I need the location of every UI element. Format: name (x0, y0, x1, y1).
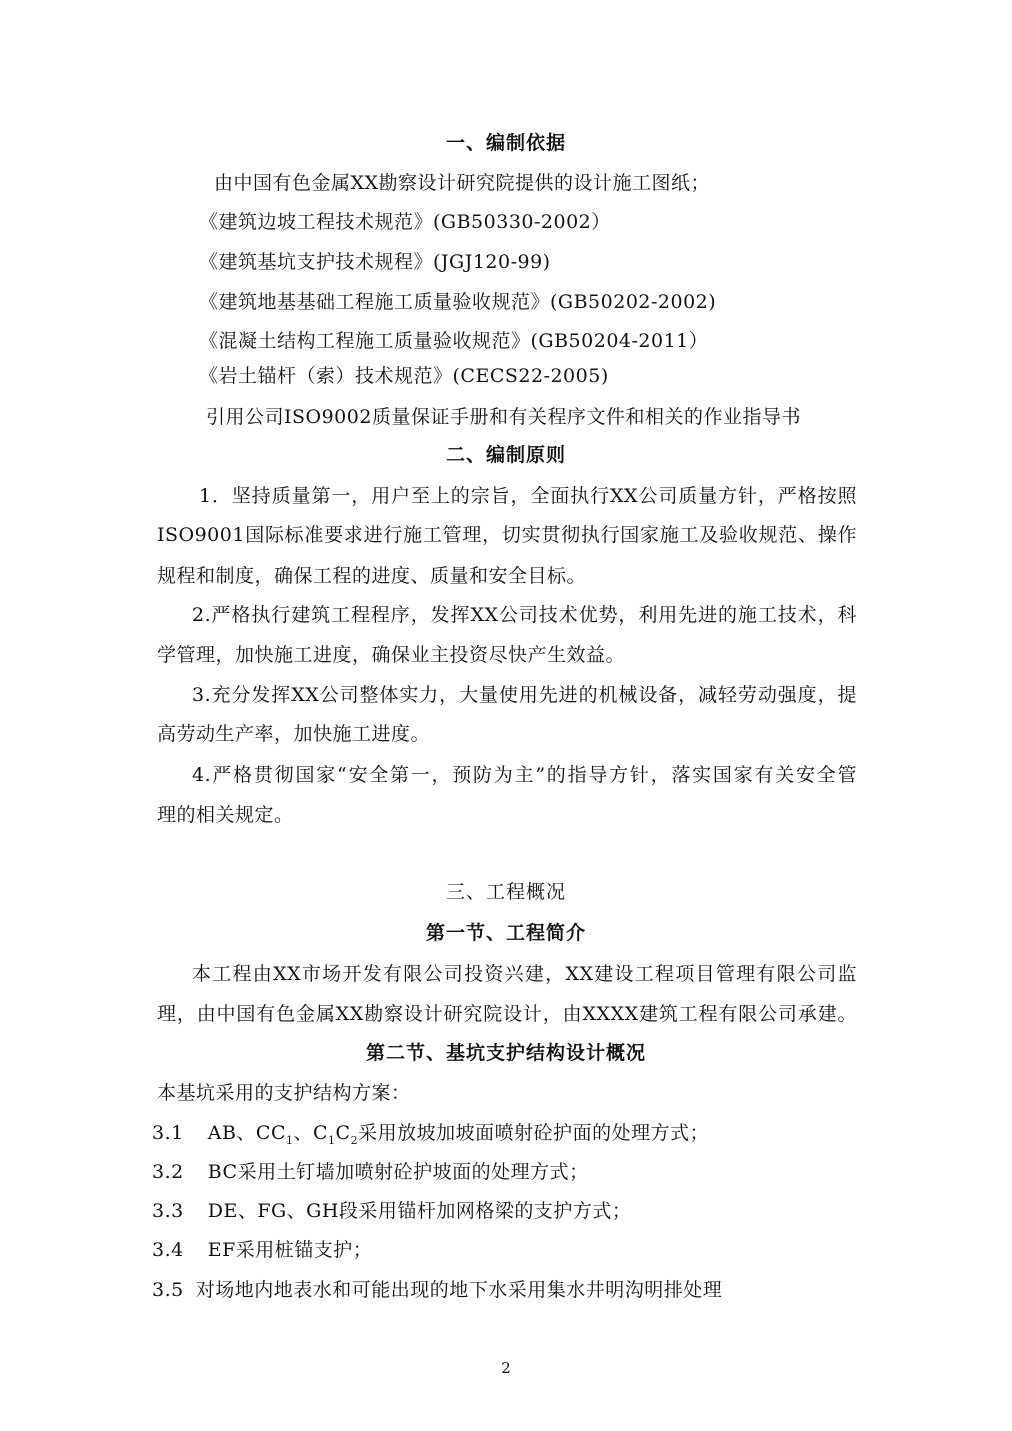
support-item-text: C (335, 1122, 351, 1144)
support-item (152, 1160, 589, 1184)
support-item (152, 1278, 722, 1302)
support-item-number: 3.2 (152, 1161, 184, 1183)
support-item-text: EF采用桩锚支护； (207, 1239, 373, 1261)
basis-item: 由中国有色金属XX勘察设计研究院提供的设计施工图纸； (214, 172, 711, 194)
support-item-text: 对场地内地表水和可能出现的地下水采用集水井明沟明排处理 (195, 1279, 723, 1301)
subscript: 1 (328, 1133, 336, 1147)
support-intro: 本基坑采用的支护结构方案： (157, 1082, 411, 1104)
support-item (152, 1121, 709, 1153)
principle-3-line: 3.充分发挥XX公司整体实力，大量使用先进的机械设备，减轻劳动强度，提 (192, 684, 857, 706)
overview-intro-line: 本工程由XX市场开发有限公司投资兴建，XX建设工程项目管理有限公司监 (192, 963, 857, 985)
subscript: 2 (350, 1133, 359, 1147)
basis-item: 引用公司ISO9002质量保证手册和有关程序文件和相关的作业指导书 (206, 406, 801, 428)
support-item-number: 3.3 (152, 1200, 184, 1222)
section-heading-basis: 一、编制依据 (445, 132, 566, 154)
support-item-number: 3.1 (152, 1122, 184, 1144)
support-item-text: DE、FG、GH段采用锚杆加网格梁的支护方式； (207, 1200, 632, 1222)
principle-3-line: 高劳动生产率，加快施工进度。 (157, 723, 431, 745)
support-item-text: 、C (293, 1122, 329, 1144)
subsection-heading-support: 第二节、基坑支护结构设计概况 (365, 1042, 646, 1064)
support-item (152, 1199, 631, 1223)
basis-item: 《混凝土结构工程施工质量验收规范》(GB50204-2011） (199, 330, 709, 352)
support-item-text: AB、CC (207, 1122, 286, 1144)
support-item-number: 3.4 (152, 1239, 184, 1261)
overview-intro-line: 理，由中国有色金属XX勘察设计研究院设计，由XXXX建筑工程有限公司承建。 (157, 1003, 857, 1025)
basis-item: 《建筑基坑支护技术规程》(JGJ120-99) (199, 251, 551, 273)
subscript: 1 (285, 1133, 294, 1147)
principle-1-line: 1．坚持质量第一，用户至上的宗旨，全面执行XX公司质量方针，严格按照 (199, 485, 857, 507)
principle-1-line: ISO9001国际标准要求进行施工管理，切实贯彻执行国家施工及验收规范、操作 (157, 524, 857, 546)
section-heading-principles: 二、编制原则 (445, 444, 566, 466)
support-item-text: 采用放坡加坡面喷射砼护面的处理方式； (358, 1122, 710, 1144)
support-item-number: 3.5 (152, 1279, 184, 1301)
principle-4-line: 理的相关规定。 (157, 804, 294, 826)
principle-2-line: 学管理，加快施工进度，确保业主投资尽快产生效益。 (157, 644, 626, 666)
principle-1-line: 规程和制度，确保工程的进度、质量和安全目标。 (157, 565, 587, 587)
section-heading-overview: 三、工程概况 (445, 881, 566, 903)
principle-4-line: 4.严格贯彻国家“安全第一，预防为主”的指导方针，落实国家有关安全管 (192, 764, 857, 786)
support-item (152, 1238, 372, 1262)
principle-2-line: 2.严格执行建筑工程程序，发挥XX公司技术优势，利用先进的施工技术，科 (192, 604, 857, 626)
basis-item: 《岩土锚杆（索）技术规范》(CECS22-2005) (199, 365, 609, 387)
page-number: 2 (501, 1359, 511, 1377)
support-item-text: BC采用土钉墙加喷射砼护坡面的处理方式； (207, 1161, 589, 1183)
subsection-heading-intro: 第一节、工程简介 (425, 922, 586, 944)
basis-item: 《建筑地基基础工程施工质量验收规范》(GB50202-2002) (199, 291, 717, 313)
basis-item: 《建筑边坡工程技术规范》(GB50330-2002） (199, 211, 611, 233)
